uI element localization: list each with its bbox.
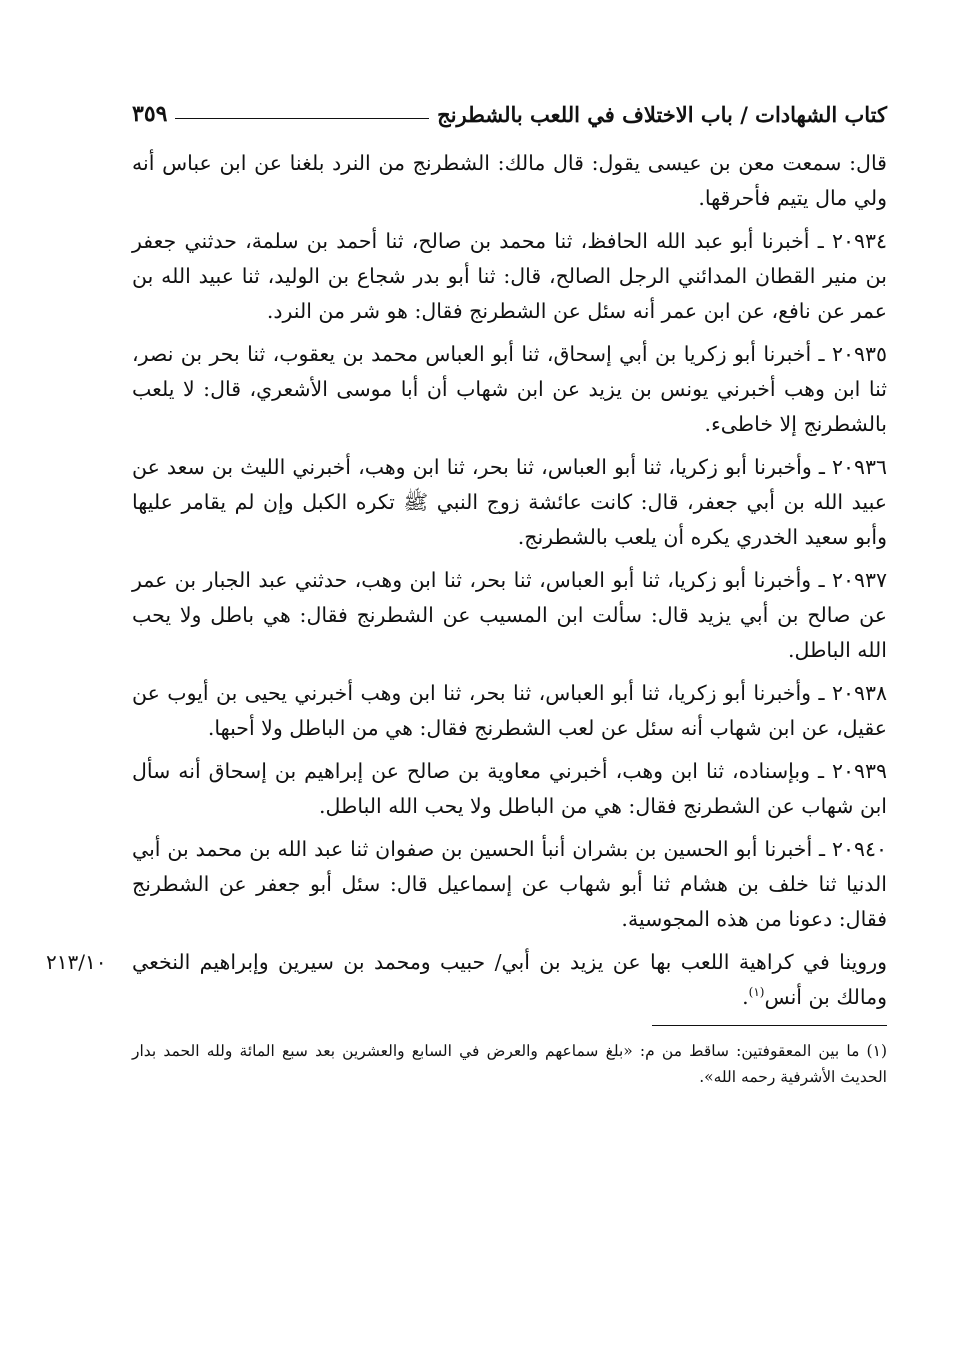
hadith-20936: ٢٠٩٣٦ ـ وأخبرنا أبو زكريا، ثنا أبو العباس، ثنا بحر، ثنا ابن وهب، أخبرني الليث بن سعد عن عبيد الله بن أبي جعفر، قال: كانت عائشة زوج النبي ﷺ تكره الكبل وإن لم يقامر عليها وأبو سعيد الخدري يكره أن يلعب بالشطرنج.: [132, 455, 887, 549]
document-page: [46, 92, 887, 1090]
hadith-20939: ٢٠٩٣٩ ـ وبإسناده، ثنا ابن وهب، أخبرني معاوية بن صالح عن إبراهيم بن إسحاق أنه سأل ابن شهاب عن الشطرنج فقال: هي من الباطل ولا يحب الله الباطل.: [132, 759, 887, 818]
footnote-marker[interactable]: (١): [748, 985, 765, 1000]
paragraph: قال: سمعت معن بن عيسى يقول: قال مالك: الشطرنج من النرد بلغنا عن ابن عباس أنه ولي مال يتيم فأحرقها.: [132, 151, 887, 210]
chapter-title: كتاب الشهادات / باب الاختلاف في اللعب بالشطرنج: [437, 101, 887, 127]
footnote: (١) ما بين المعقوفتين: ساقط من م: «بلغ سماعهم والعرض في السابع والعشرين بعد سبع المائة ولله الحمد بدار الحديث الأشرفية رحمه الله».: [132, 1042, 887, 1086]
closing-section: [46, 945, 887, 1015]
header-rule: [175, 118, 429, 119]
closing-text: وروينا في كراهية اللعب بها عن يزيد بن أبي/ حبيب ومحمد بن سيرين وإبراهيم النخعي ومالك بن أنس: [132, 950, 887, 1009]
running-header: [132, 92, 887, 136]
page-number: ٣٥٩: [132, 101, 168, 127]
closing-period: .: [742, 985, 749, 1009]
closing-paragraph: [132, 945, 887, 1015]
hadith-20937: ٢٠٩٣٧ ـ وأخبرنا أبو زكريا، ثنا أبو العباس، ثنا بحر، ثنا ابن وهب، حدثني عبد الجبار بن عمر عن صالح بن أبي يزيد قال: سألت ابن المسيب عن الشطرنج فقال: هي باطل ولا يحب الله الباطل.: [132, 568, 887, 662]
hadith-20938: ٢٠٩٣٨ ـ وأخبرنا أبو زكريا، ثنا أبو العباس، ثنا بحر، ثنا ابن وهب أخبرني يحيى بن أيوب عن عقيل، عن ابن شهاب أنه سئل عن لعب الشطرنج فقال: هي من الباطل ولا أحبها.: [132, 681, 887, 740]
footnote-separator: [652, 1025, 887, 1026]
margin-reference: ٢١٣/١٠: [46, 950, 107, 974]
hadith-20934: ٢٠٩٣٤ ـ أخبرنا أبو عبد الله الحافظ، ثنا محمد بن صالح، ثنا أحمد بن سلمة، حدثني جعفر بن منير القطان المدائني الرجل الصالح، قال: ثنا أبو بدر شجاع بن الوليد، ثنا عبيد الله بن عمر عن نافع، عن ابن عمر أنه سئل عن الشطرنج فقال: هو شر من النرد.: [132, 229, 887, 323]
hadith-20935: ٢٠٩٣٥ ـ أخبرنا أبو زكريا بن أبي إسحاق، ثنا أبو العباس محمد بن يعقوب، ثنا بحر بن نصر، ثنا ابن وهب أخبرني يونس بن يزيد عن ابن شهاب أن أبا موسى الأشعري، قال: لا يلعب بالشطرنج إلا خاطىء.: [132, 342, 887, 436]
main-text: [46, 146, 887, 1015]
hadith-20940: ٢٠٩٤٠ ـ أخبرنا أبو الحسين بن بشران أنبأ الحسين بن صفوان ثنا عبد الله بن محمد بن أبي الدنيا ثنا خلف بن هشام ثنا أبو شهاب عن إسماعيل قال: سئل أبو جعفر عن الشطرنج فقال: دعونا من هذه المجوسية.: [132, 837, 887, 931]
